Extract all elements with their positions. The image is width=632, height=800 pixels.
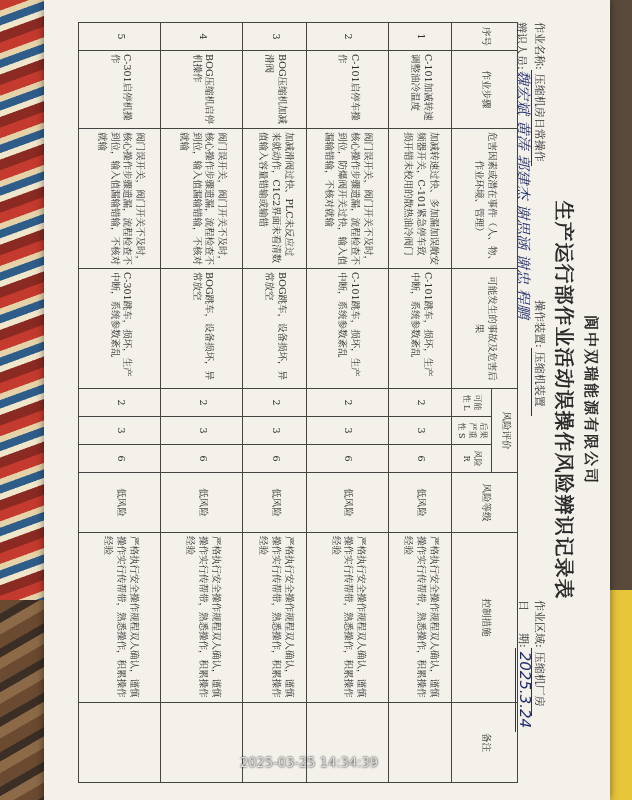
cell-step: C-301启停机操作 — [79, 51, 161, 129]
header-remark: 备注 — [452, 703, 518, 783]
cell-level: 低风险 — [306, 473, 388, 533]
cell-no: 3 — [243, 23, 306, 51]
cell-level: 低风险 — [161, 473, 243, 533]
table-row — [388, 23, 451, 783]
cell-r: 6 — [388, 445, 451, 473]
cell-no: 2 — [306, 23, 388, 51]
rotated-form — [44, 0, 610, 800]
cell-s: 3 — [79, 417, 161, 445]
cell-no: 1 — [388, 23, 451, 51]
cell-step: BOG压缩机启停机操作 — [161, 51, 243, 129]
cell-consequence: C-301跳车，损坏，生产中断，系统参数紊乱 — [79, 269, 161, 389]
cell-l: 2 — [79, 389, 161, 417]
cell-hazard: 阀门误开关，阀门开关不及时，核心操作步骤遗漏，流程检查不到位，防爆阀开关过快，输入值漏输错输，不核对就输 — [306, 129, 388, 269]
identifier-row: 辨识人员:魏宏斌 黄涛 郭建杰 谢思涵 谢忠 程鹏 — [514, 22, 532, 319]
company-name: 阆中双瑞能源有限公司 — [582, 314, 600, 485]
cell-hazard: 阀门误开关，阀门开关不及时，核心操作步骤遗漏，流程检查不到位，输入值漏输错输，不核对就输 — [161, 129, 243, 269]
risk-table — [78, 22, 518, 783]
device-row: 操作装置:压缩机装置 — [531, 300, 548, 416]
table-row — [306, 23, 388, 783]
date-value: 2025.3.24 — [515, 648, 534, 732]
cell-l: 2 — [306, 389, 388, 417]
cell-hazard: 加减转速过快、多加漏加误敞安频器开关，C-101紧急停车致损开错未校用的散热油冷阀门 — [388, 129, 451, 269]
table-row — [161, 23, 243, 783]
header-risk-eval: 风险评价 — [492, 389, 518, 473]
work-name-row: 作业名称:压缩机房日常操作 — [531, 22, 548, 166]
cell-s: 3 — [388, 417, 451, 445]
header-consequence: 可能发生的事故及危害后果 — [452, 269, 518, 389]
cell-consequence: C-101跳车，损坏，生产中断，系统参数紊乱 — [306, 269, 388, 389]
device-value: 压缩机装置 — [531, 348, 548, 416]
cell-r: 6 — [306, 445, 388, 473]
cell-remark — [79, 703, 161, 783]
cell-r: 6 — [79, 445, 161, 473]
cell-l: 2 — [243, 389, 306, 417]
cell-level: 低风险 — [388, 473, 451, 533]
date-row: 日 期:2025.3.24 — [515, 600, 534, 732]
cell-level: 低风险 — [79, 473, 161, 533]
cell-step: C-101启停车操作 — [306, 51, 388, 129]
cell-control: 严格执行安全操作规程双人确认，谨慎操作实行传帮带，熟悉操作，积累操作经验 — [243, 533, 306, 703]
photo-timestamp: 2025-03-25 14:34:39 — [240, 756, 379, 771]
cell-consequence: BOG跳车，设备损坏，异常放空 — [243, 269, 306, 389]
header-level: 风险等级 — [452, 473, 518, 533]
area-row: 作业区域:压缩机厂房 — [531, 600, 548, 716]
work-name-value: 压缩机房日常操作 — [531, 70, 548, 166]
cell-remark — [161, 703, 243, 783]
cell-hazard: 加减滑阀过快、PLC未反应过来就动作，C1C2界面未看清数值输入容量错输或输错 — [243, 129, 306, 269]
header-no: 序号 — [452, 23, 518, 51]
cell-consequence: C-101跳车，损坏，生产中断，系统参数紊乱 — [388, 269, 451, 389]
table-row — [79, 23, 161, 783]
header-step: 作业步骤 — [452, 51, 518, 129]
cell-step: BOG压缩机加减滑阀 — [243, 51, 306, 129]
cell-l: 2 — [161, 389, 243, 417]
cell-control: 严格执行安全操作规程双人确认，谨慎操作实行传帮带，熟悉操作，积累操作经验 — [79, 533, 161, 703]
cell-control: 严格执行安全操作规程双人确认，谨慎操作实行传帮带，熟悉操作，积累操作经验 — [306, 533, 388, 703]
header-hazard: 危害因素或潜在事件（人、物、作业环境、管理） — [452, 129, 518, 269]
header-s: 后果严重性 S — [452, 417, 492, 445]
form-title: 生产运行部作业活动误操作风险辨识记录表 — [552, 200, 576, 600]
area-value: 压缩机厂房 — [531, 648, 548, 716]
cell-l: 2 — [388, 389, 451, 417]
cell-s: 3 — [161, 417, 243, 445]
cell-control: 严格执行安全操作规程双人确认，谨慎操作实行传帮带，熟悉操作，积累操作经验 — [161, 533, 243, 703]
cell-hazard: 阀门误开关，阀门开关不及时，核心操作步骤遗漏，流程检查不到位，输入值漏输错输，不核对就输 — [79, 129, 161, 269]
cell-no: 4 — [161, 23, 243, 51]
identifier-signatures: 魏宏斌 黄涛 郭建杰 谢思涵 谢忠 程鹏 — [514, 69, 532, 319]
cell-level: 低风险 — [243, 473, 306, 533]
cell-s: 3 — [306, 417, 388, 445]
document-sheet — [44, 0, 610, 800]
table-row — [243, 23, 306, 783]
header-r: 风险 R — [452, 445, 492, 473]
cell-r: 6 — [243, 445, 306, 473]
cell-consequence: BOG跳车，设备损坏，异常放空 — [161, 269, 243, 389]
cell-step: C-101加减转速调整油冷温度 — [388, 51, 451, 129]
cell-s: 3 — [243, 417, 306, 445]
cell-control: 严格执行安全操作规程双人确认，谨慎操作实行传帮带，熟悉操作，积累操作经验 — [388, 533, 451, 703]
header-l: 可能性 L — [452, 389, 492, 417]
cell-no: 5 — [79, 23, 161, 51]
header-control: 控制措施 — [452, 533, 518, 703]
cell-r: 6 — [161, 445, 243, 473]
